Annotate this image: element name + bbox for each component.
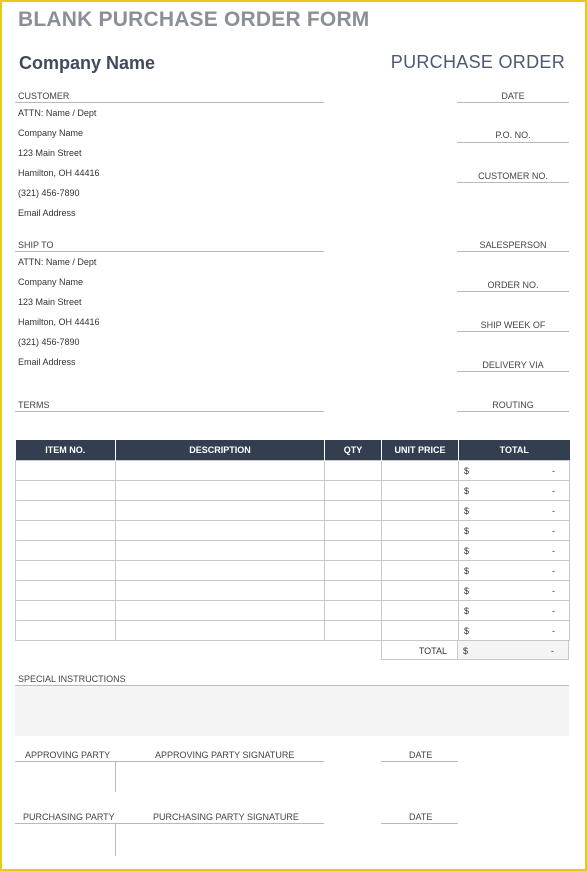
grand-total-value[interactable] (458, 640, 569, 660)
row-total-value (459, 546, 569, 556)
currency-symbol: $ (464, 525, 470, 536)
row-total-value (459, 606, 569, 616)
salesperson-label: SALESPERSON (479, 240, 547, 250)
total-dash: - (552, 525, 555, 536)
total-dash: - (552, 585, 555, 596)
header-qty: QTY (325, 440, 382, 461)
currency-symbol: $ (463, 646, 469, 656)
po-number-label: P.O. NO. (495, 130, 531, 140)
header-description: DESCRIPTION (116, 440, 325, 461)
row-total-value (459, 566, 569, 576)
date-label: DATE (501, 91, 525, 101)
unit-price-cell[interactable] (382, 521, 459, 541)
customer-attn[interactable]: ATTN: Name / Dept (18, 108, 97, 118)
table-row (16, 541, 570, 561)
total-cell[interactable] (459, 561, 570, 581)
total-cell[interactable] (459, 521, 570, 541)
order-number-label: ORDER NO. (487, 280, 539, 290)
po-number-line[interactable] (457, 142, 569, 143)
header-unit-price: UNIT PRICE (382, 440, 459, 461)
qty-cell[interactable] (325, 561, 382, 581)
company-name[interactable]: Company Name (19, 53, 156, 73)
grand-total-label: TOTAL (381, 640, 458, 660)
qty-cell[interactable] (325, 521, 382, 541)
qty-cell[interactable] (325, 481, 382, 501)
description-cell[interactable] (116, 561, 325, 581)
total-dash: - (552, 565, 555, 576)
unit-price-cell[interactable] (382, 561, 459, 581)
customer-company[interactable]: Company Name (18, 128, 84, 138)
total-cell[interactable] (459, 601, 570, 621)
qty-cell[interactable] (325, 501, 382, 521)
unit-price-cell[interactable] (382, 461, 459, 481)
item-no-cell[interactable] (16, 481, 116, 501)
delivery-via-line[interactable] (457, 371, 569, 372)
ship-week-line[interactable] (457, 331, 569, 332)
unit-price-cell[interactable] (382, 601, 459, 621)
currency-symbol: $ (464, 465, 470, 476)
ship-to-city[interactable]: Hamilton, OH 44416 (18, 317, 100, 327)
total-dash: - (552, 545, 555, 556)
table-row (16, 521, 570, 541)
ship-to-label: SHIP TO (18, 240, 54, 250)
approving-separator (115, 762, 116, 792)
qty-cell[interactable] (325, 601, 382, 621)
qty-cell[interactable] (325, 581, 382, 601)
customer-phone[interactable]: (321) 456-7890 (18, 188, 80, 198)
description-cell[interactable] (116, 601, 325, 621)
qty-cell[interactable] (325, 541, 382, 561)
delivery-via-label: DELIVERY VIA (482, 360, 544, 370)
description-cell[interactable] (116, 581, 325, 601)
unit-price-cell[interactable] (382, 541, 459, 561)
currency-symbol: $ (464, 625, 470, 636)
customer-divider (15, 102, 324, 103)
ship-to-street[interactable]: 123 Main Street (18, 297, 82, 307)
ship-to-divider (15, 251, 324, 252)
routing-line[interactable] (457, 411, 569, 412)
approving-line[interactable] (15, 761, 324, 762)
item-no-cell[interactable] (16, 521, 116, 541)
qty-cell[interactable] (325, 621, 382, 641)
item-no-cell[interactable] (16, 581, 116, 601)
total-cell[interactable] (459, 541, 570, 561)
unit-price-cell[interactable] (382, 481, 459, 501)
total-dash: - (552, 505, 555, 516)
total-dash: - (552, 605, 555, 616)
special-instructions-label: SPECIAL INSTRUCTIONS (18, 674, 126, 684)
qty-cell[interactable] (325, 461, 382, 481)
description-cell[interactable] (116, 461, 325, 481)
ship-to-attn[interactable]: ATTN: Name / Dept (18, 257, 97, 267)
currency-symbol: $ (464, 585, 470, 596)
special-instructions-box[interactable] (15, 686, 569, 736)
item-no-cell[interactable] (16, 541, 116, 561)
header-total: TOTAL (459, 440, 570, 461)
order-number-line[interactable] (457, 291, 569, 292)
total-dash: - (551, 646, 554, 656)
row-total-value (459, 466, 569, 476)
row-total-value (459, 506, 569, 516)
unit-price-cell[interactable] (382, 581, 459, 601)
customer-city[interactable]: Hamilton, OH 44416 (18, 168, 100, 178)
approving-date-label: DATE (409, 750, 433, 760)
ship-week-label: SHIP WEEK OF (480, 320, 546, 330)
customer-email[interactable]: Email Address (18, 208, 76, 218)
row-total-value (459, 626, 569, 636)
total-cell[interactable] (459, 481, 570, 501)
terms-line[interactable] (15, 411, 324, 412)
table-row (16, 481, 570, 501)
date-line[interactable] (457, 102, 569, 103)
ship-to-phone[interactable]: (321) 456-7890 (18, 337, 80, 347)
table-header-row (16, 440, 570, 461)
description-cell[interactable] (116, 541, 325, 561)
item-no-cell[interactable] (16, 621, 116, 641)
purchasing-date-line[interactable] (381, 823, 458, 824)
table-row (16, 461, 570, 481)
item-no-cell[interactable] (16, 501, 116, 521)
purchasing-line[interactable] (15, 823, 324, 824)
currency-symbol: $ (464, 485, 470, 496)
table-row (16, 501, 570, 521)
table-row (16, 561, 570, 581)
total-cell[interactable] (459, 501, 570, 521)
currency-symbol: $ (464, 605, 470, 616)
total-dash: - (552, 465, 555, 476)
customer-number-line[interactable] (457, 182, 569, 183)
purchasing-date-label: DATE (409, 812, 433, 822)
document-title: BLANK PURCHASE ORDER FORM (18, 8, 370, 31)
description-cell[interactable] (116, 481, 325, 501)
unit-price-cell[interactable] (382, 501, 459, 521)
terms-label: TERMS (18, 400, 50, 410)
customer-street[interactable]: 123 Main Street (18, 148, 82, 158)
unit-price-cell[interactable] (382, 621, 459, 641)
currency-symbol: $ (464, 565, 470, 576)
total-dash: - (552, 485, 555, 496)
item-no-cell[interactable] (16, 461, 116, 481)
row-total-value (459, 586, 569, 596)
currency-symbol: $ (464, 545, 470, 556)
item-no-cell[interactable] (16, 601, 116, 621)
total-cell[interactable] (459, 461, 570, 481)
total-dash: - (552, 625, 555, 636)
approving-party-label: APPROVING PARTY (25, 750, 111, 760)
grand-total-row (381, 640, 569, 660)
approving-signature-label: APPROVING PARTY SIGNATURE (155, 750, 295, 760)
description-cell[interactable] (116, 521, 325, 541)
total-cell[interactable] (459, 621, 570, 641)
customer-number-label: CUSTOMER NO. (478, 171, 548, 181)
purchasing-party-label: PURCHASING PARTY (23, 812, 115, 822)
header-item-no: ITEM NO. (16, 440, 116, 461)
ship-to-email[interactable]: Email Address (18, 357, 76, 367)
routing-label: ROUTING (492, 400, 534, 410)
ship-to-company[interactable]: Company Name (18, 277, 84, 287)
purchase-order-heading: PURCHASE ORDER (390, 52, 565, 72)
description-cell[interactable] (116, 501, 325, 521)
description-cell[interactable] (116, 621, 325, 641)
items-table (15, 440, 570, 641)
row-total-value (459, 486, 569, 496)
purchasing-signature-label: PURCHASING PARTY SIGNATURE (153, 812, 299, 822)
currency-symbol: $ (464, 505, 470, 516)
table-row (16, 581, 570, 601)
table-row (16, 621, 570, 641)
table-row (16, 601, 570, 621)
purchasing-separator (115, 824, 116, 856)
item-no-cell[interactable] (16, 561, 116, 581)
row-total-value (459, 526, 569, 536)
total-cell[interactable] (459, 581, 570, 601)
approving-date-line[interactable] (381, 761, 458, 762)
salesperson-line[interactable] (457, 251, 569, 252)
customer-label: CUSTOMER (18, 91, 70, 101)
